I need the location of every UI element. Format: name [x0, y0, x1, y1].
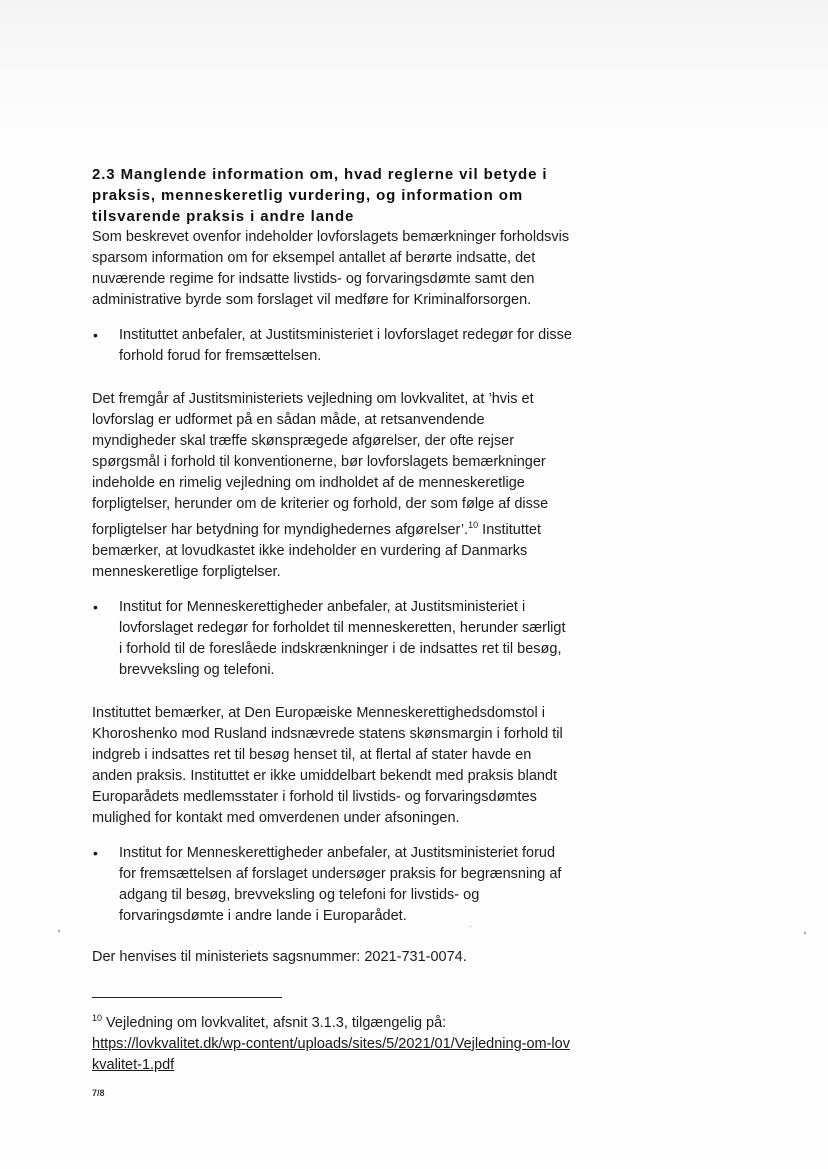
recommendation-bullet-3 [92, 843, 572, 927]
case-number-paragraph: Der henvises til ministeriets sagsnummer: 2021-731-0074. [92, 948, 467, 965]
footnote-number: 10 [92, 1013, 103, 1023]
bullet-icon: • [93, 844, 98, 861]
recommendation-bullet-2 [92, 597, 572, 681]
lovkvalitet-paragraph [92, 389, 572, 583]
footnote [92, 1008, 572, 1076]
bullet-text: Instituttet anbefaler, at Justitsministeriet i lovforslaget redegør for disse forhold forud for fremsættelsen. [119, 327, 572, 364]
khoroshenko-paragraph: Instituttet bemærker, at Den Europæiske Menneskerettighedsdomstol i Khoroshenko mod Rusland indsnævrede statens skønsmargin i forhold til indgreb i indsattes ret til besøg henset til, at flertal af stater havde en anden praksis. Instituttet er ikke umiddelbart bekendt med praksis blandt Europarådets medlemsstater i forhold til livstids- og forvaringsdømtes mulighed for kontakt med omverdenen under afsoningen. [92, 704, 563, 826]
footnote-reference[interactable]: 10 [468, 520, 479, 530]
scan-speck [58, 930, 60, 932]
intro-paragraph: Som beskrevet ovenfor indeholder lovforslagets bemærkninger forholdsvis sparsom information om for eksempel antallet af berørte indsatte, det nuværende regime for indsatte livstids- og forvaringsdømte samt den administrative byrde som forslaget vil medføre for Kriminalforsorgen. [92, 229, 570, 308]
bullet-icon: • [93, 598, 98, 615]
page-number: 7/8 [92, 1088, 105, 1098]
footnote-text: Vejledning om lovkvalitet, afsnit 3.1.3, tilgængelig på: [102, 1014, 447, 1031]
main-content [92, 164, 572, 968]
bullet-text: Institut for Menneskerettigheder anbefaler, at Justitsministeriet forud for fremsættelsen af forslaget undersøger praksis for begrænsning af adgang til besøg, brevveksling og telefoni for livstids- og forvaringsdømte i andre lande i Europarådet. [119, 844, 562, 924]
bullet-text: Institut for Menneskerettigheder anbefaler, at Justitsministeriet i lovforslaget redegør for forholdet til menneskeretten, herunder særligt i forhold til de foreslåede indskrænkninger i de indsattes ret til besøg, brevveksling og telefoni. [119, 598, 566, 678]
paragraph-text-tail: Instituttet bemærker, at lovudkastet ikke indeholder en vurdering af Danmarks menneskeretlige forpligtelser. [92, 521, 542, 580]
bullet-icon: • [93, 327, 98, 343]
footnote-divider [92, 997, 282, 998]
footnote-link[interactable]: https://lovkvalitet.dk/wp-content/uploads/sites/5/2021/01/Vejledning-om-lovkvalitet-1.pdf [92, 1035, 570, 1073]
scan-shading [0, 0, 828, 130]
scan-speck [804, 932, 806, 934]
section-heading: 2.3 Manglende information om, hvad reglerne vil betyde i praksis, menneskeretlig vurdering, og information om tilsvarende praksis i andre lande [92, 166, 548, 225]
recommendation-bullet-1 [92, 325, 572, 367]
paragraph-text: Det fremgår af Justitsministeriets vejledning om lovkvalitet, at ’hvis et lovforslag er udformet på en sådan måde, at retsanvendende myndigheder skal træffe skønsprægede afgørelser, der ofte rejser spørgsmål i forhold til konventionerne, bør lovforslagets bemærkninger indeholde en rimelig vejledning om indholdet af de menneskeretlige forpligtelser, herunder om de kriterier og forhold, der som følge af disse forpligtelser har betydning for myndighedernes afgørelser’. [92, 391, 549, 538]
